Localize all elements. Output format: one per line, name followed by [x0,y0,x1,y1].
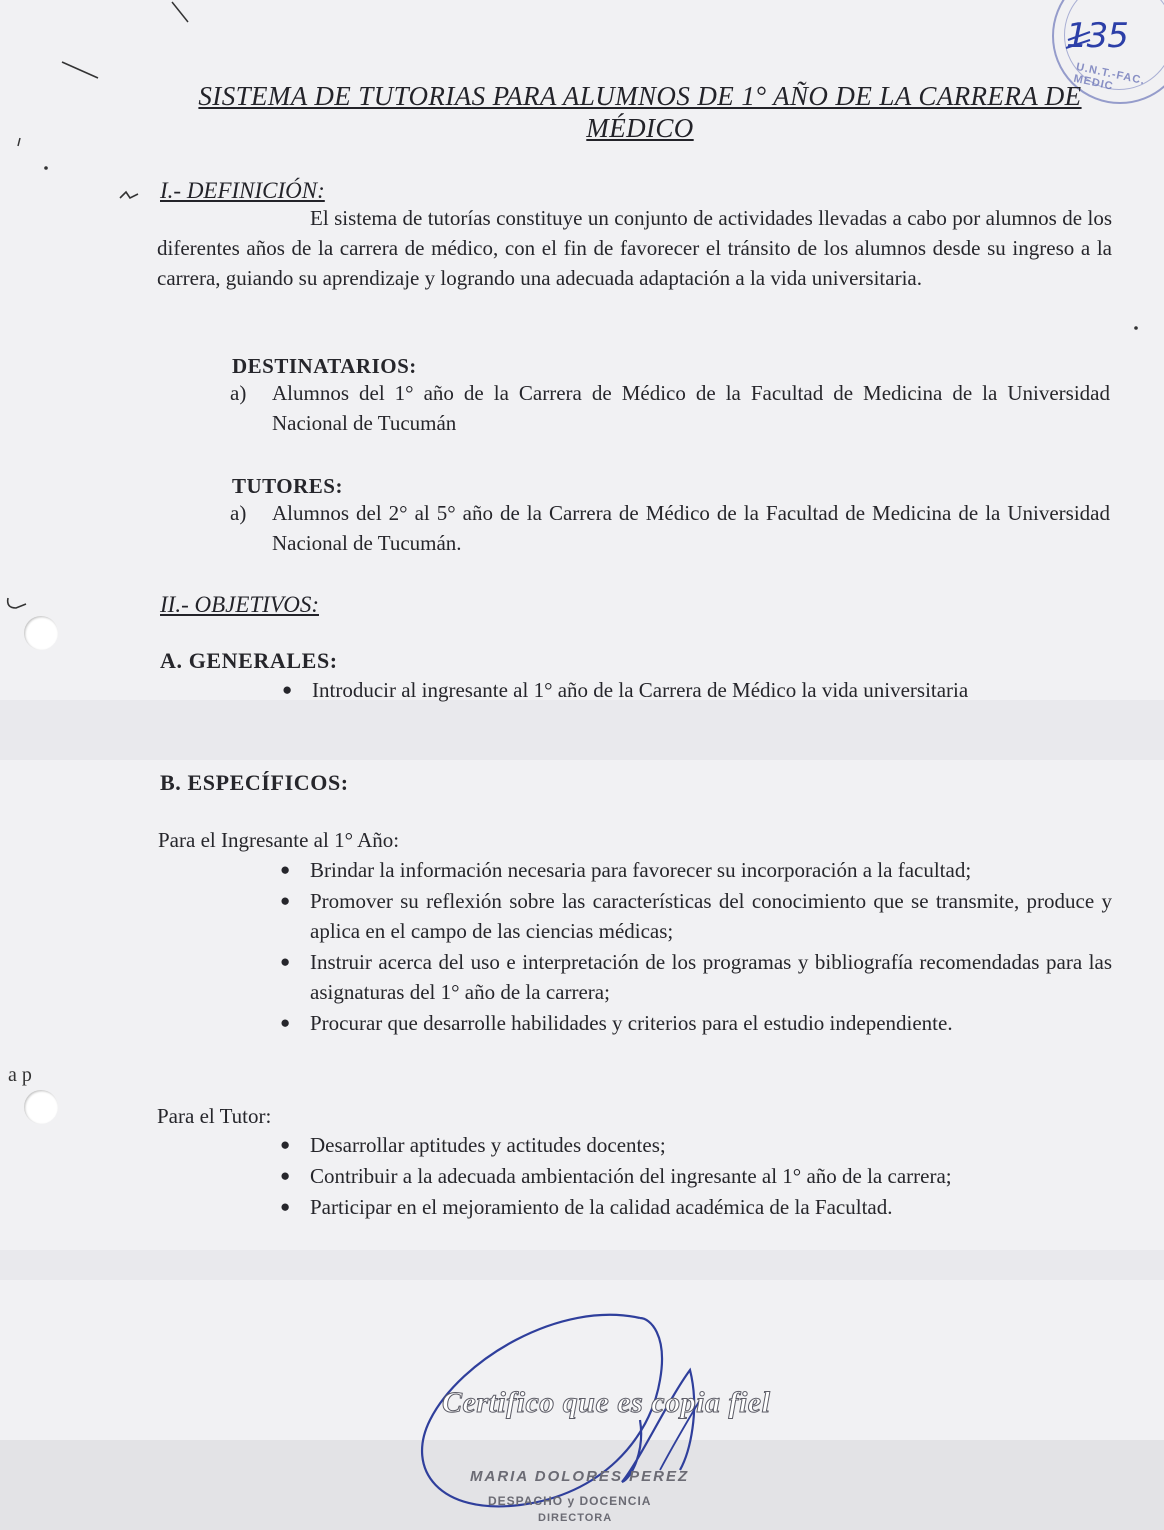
list-item: ● Promover su reflexión sobre las características del conocimiento que se transmite, produce y aplica en el campo de las ciencias médicas; [280,889,1112,943]
margin-mark: a p [8,1064,32,1086]
tutor-label: Para el Tutor: [157,1104,272,1128]
list-item: ● Brindar la información necesaria para favorecer su incorporación a la facultad; [280,858,972,882]
especificos-heading: B. ESPECÍFICOS: [160,770,349,795]
stamp-text: U.N.T.-FAC. MEDIC [1072,60,1147,93]
tutores-text: Alumnos del 2° al 5° año de la Carrera de Médico de la Facultad de Medicina de la Universidad Nacional de Tucumán. [272,501,1110,555]
item-marker: a) [230,501,247,525]
destinatarios-heading: DESTINATARIOS: [232,354,417,378]
list-item: ● Desarrollar aptitudes y actitudes docentes; [280,1133,666,1157]
certification-stamp: Certifico que es copia fiel [442,1386,771,1419]
tutores-heading: TUTORES: [232,474,343,498]
check-mark-icon [120,192,138,198]
signatory-role: DESPACHO y DOCENCIA [488,1494,652,1508]
check-mark-icon [8,598,26,608]
folio-number: 135 [1066,16,1128,56]
list-item: ● Procurar que desarrolle habilidades y criterios para el estudio independiente. [280,1011,953,1035]
signatory-name: MARIA DOLORES PEREZ [470,1468,690,1485]
list-item: ● Instruir acerca del uso e interpretación de los programas y bibliografía recomendadas para las asignaturas del 1° año de la carrera; [280,950,1112,1004]
item-marker: a) [230,381,247,405]
list-item: ● Contribuir a la adecuada ambientación del ingresante al 1° año de la carrera; [280,1164,952,1188]
page-title: SISTEMA DE TUTORIAS PARA ALUMNOS DE 1° AÑO DE LA CARRERA DE MÉDICO [198,81,1082,143]
generales-heading: A. GENERALES: [160,648,338,673]
section-heading-objetivos: II.- OBJETIVOS: [160,592,319,617]
ingresante-label: Para el Ingresante al 1° Año: [158,828,400,852]
definition-paragraph: El sistema de tutorías constituye un conjunto de actividades llevadas a cabo por alumnos de los diferentes años de la carrera de médico, con el fin de favorecer el tránsito de los alumnos desde su ingreso a la carrera, guiando su aprendizaje y logrando una adecuada adaptación a la vida universitaria. [157,206,1112,290]
list-item: ● Participar en el mejoramiento de la calidad académica de la Facultad. [280,1195,893,1219]
section-heading-definicion: I.- DEFINICIÓN: [160,178,325,203]
signatory-title: DIRECTORA [538,1512,613,1524]
list-item: ● Introducir al ingresante al 1° año de la Carrera de Médico la vida universitaria [282,678,969,702]
destinatarios-text: Alumnos del 1° año de la Carrera de Médico de la Facultad de Medicina de la Universidad Nacional de Tucumán [272,381,1110,435]
